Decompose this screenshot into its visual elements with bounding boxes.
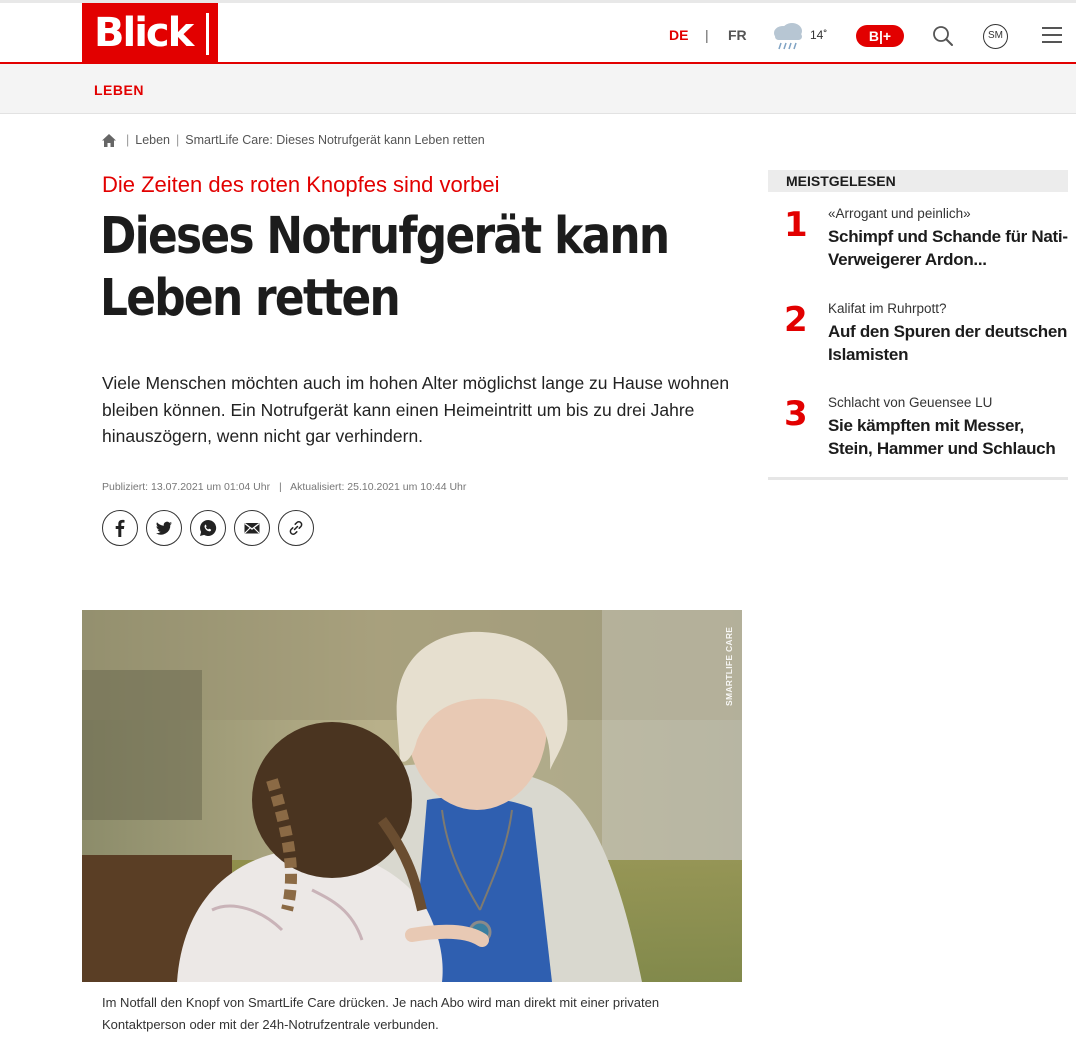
link-icon: [287, 519, 305, 537]
most-read-title[interactable]: Schimpf und Schande für Nati-Verweigerer Ardon...: [828, 227, 1068, 269]
most-read-kicker: Schlacht von Geuensee LU: [828, 395, 993, 410]
most-read-rank: 3: [784, 394, 808, 434]
user-avatar-button[interactable]: SM: [983, 24, 1008, 49]
search-icon[interactable]: [932, 25, 954, 47]
breadcrumb-separator: |: [126, 133, 130, 147]
most-read-item[interactable]: [768, 300, 1068, 380]
article-headline: Dieses Notrufgerät kann Leben retten: [100, 207, 669, 328]
most-read-rank: 2: [784, 300, 808, 340]
breadcrumb-separator: |: [176, 133, 180, 147]
rain-cloud-icon[interactable]: [771, 21, 805, 51]
share-facebook-button[interactable]: [102, 510, 138, 546]
image-caption: Im Notfall den Knopf von SmartLife Care drücken. Je nach Abo wird man direkt mit einer privaten Kontaktperson oder mit der 24h-Notrufzentrale verbunden.: [102, 995, 660, 1032]
top-navigation-bar: [0, 0, 1076, 64]
language-fr-link[interactable]: FR: [728, 27, 747, 43]
logo-bar: [206, 13, 209, 55]
logo-text: Blick: [94, 10, 193, 56]
most-read-heading: MEISTGELESEN: [768, 170, 1068, 192]
most-read-divider: [768, 477, 1068, 480]
updated-date: Aktualisiert: 25.10.2021 um 10:44 Uhr: [290, 481, 467, 493]
share-twitter-button[interactable]: [146, 510, 182, 546]
share-whatsapp-button[interactable]: [190, 510, 226, 546]
most-read-rank: 1: [784, 205, 808, 245]
most-read-title[interactable]: Sie kämpften mit Messer, Stein, Hammer und Schlauch: [828, 416, 1056, 458]
blick-plus-button[interactable]: B|+: [856, 25, 904, 47]
section-link-leben[interactable]: LEBEN: [94, 82, 144, 98]
published-date: Publiziert: 13.07.2021 um 01:04 Uhr: [102, 481, 271, 493]
blick-logo[interactable]: [82, 3, 218, 64]
most-read-title[interactable]: Auf den Spuren der deutschen Islamisten: [828, 322, 1068, 364]
most-read-item[interactable]: [768, 205, 1068, 285]
home-icon[interactable]: [102, 134, 116, 147]
meta-separator: |: [279, 481, 282, 493]
temperature-value: 14˚: [810, 28, 828, 42]
breadcrumb-current: SmartLife Care: Dieses Notrufgerät kann Leben retten: [185, 133, 485, 147]
most-read-kicker: Kalifat im Ruhrpott?: [828, 301, 947, 316]
share-mail-button[interactable]: [234, 510, 270, 546]
article-lead: Viele Menschen möchten auch im hohen Alter möglichst lange zu Hause wohnen bleiben können. Ein Notrufgerät kann einen Heimeintritt um bis zu drei Jahre hinauszögern, wenn nicht gar verhindern.: [102, 373, 730, 446]
mail-icon: [243, 519, 261, 537]
language-separator: |: [705, 27, 709, 43]
hamburger-menu-icon[interactable]: [1042, 27, 1062, 45]
section-bar: [0, 64, 1076, 114]
whatsapp-icon: [199, 519, 217, 537]
language-de-link[interactable]: DE: [669, 27, 689, 43]
breadcrumb: [102, 132, 485, 148]
image-credit: SMARTLIFE CARE: [724, 626, 734, 706]
article-hero-image[interactable]: [82, 610, 742, 982]
article-dates: [102, 480, 466, 494]
grandmother-and-child-photo: [82, 610, 742, 982]
share-copy-link-button[interactable]: [278, 510, 314, 546]
facebook-icon: [111, 519, 129, 537]
share-bar: [102, 510, 314, 546]
most-read-item[interactable]: [768, 394, 1068, 474]
twitter-icon: [155, 519, 173, 537]
article-kicker: Die Zeiten des roten Knopfes sind vorbei: [102, 172, 500, 197]
most-read-kicker: «Arrogant und peinlich»: [828, 206, 971, 221]
breadcrumb-link-leben[interactable]: Leben: [135, 133, 171, 147]
